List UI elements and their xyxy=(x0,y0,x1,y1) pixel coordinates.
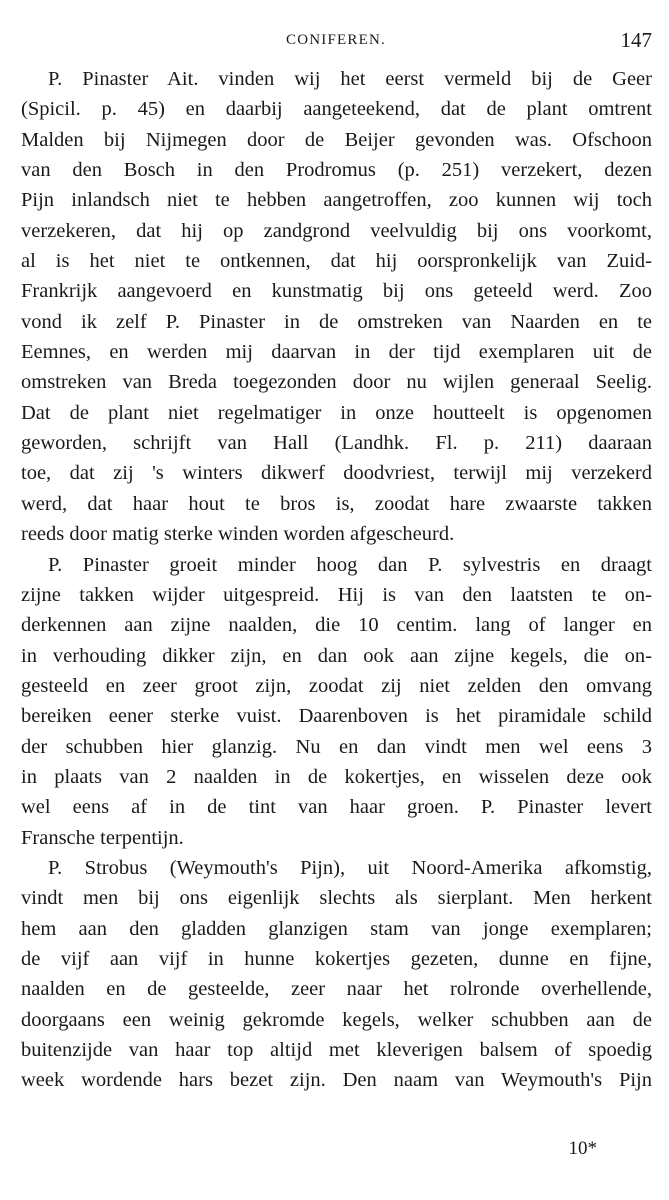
body-text xyxy=(21,64,652,1096)
text-line: doorgaans een weinig gekromde kegels, welker schubben aan de xyxy=(21,1008,652,1031)
text-line: zijne takken wijder uitgespreid. Hij is van den laatsten te on- xyxy=(21,583,652,606)
text-line: toe, dat zij 's winters dikwerf doodvriest, terwijl mij verzekerd xyxy=(21,462,652,485)
text-line: vindt men bij ons eigenlijk slechts als sierplant. Men herkent xyxy=(21,887,652,910)
signature-mark: 10* xyxy=(568,1138,597,1159)
text-line: gesteeld en zeer groot zijn, zoodat zij niet zelden den omvang xyxy=(21,674,652,697)
text-line: Frankrijk aangevoerd en kunstmatig bij ons geteeld werd. Zoo xyxy=(21,280,652,303)
text-line: (Spicil. p. 45) en daarbij aangeteekend, dat de plant omtrent xyxy=(21,98,652,121)
text-line: der schubben hier glanzig. Nu en dan vindt men wel eens 3 xyxy=(21,735,652,758)
text-line: P. Pinaster Ait. vinden wij het eerst vermeld bij de Geer xyxy=(48,68,652,90)
text-line: derkennen aan zijne naalden, die 10 centim. lang of langer en xyxy=(21,614,652,637)
running-head-title: CONIFEREN. xyxy=(286,32,386,48)
text-line: verzekeren, dat hij op zandgrond veelvuldig bij ons voorkomt, xyxy=(21,219,652,242)
text-line: geworden, schrijft van Hall (Landhk. Fl. p. 211) daaraan xyxy=(21,432,652,455)
text-line: Pijn inlandsch niet te hebben aangetroffen, zoo kunnen wij toch xyxy=(21,189,652,212)
text-line: week wordende hars bezet zijn. Den naam van Weymouth's Pijn xyxy=(21,1069,652,1092)
text-line: van den Bosch in den Prodromus (p. 251) verzekert, dezen xyxy=(21,159,652,182)
text-line: Eemnes, en werden mij daarvan in der tijd exemplaren uit de xyxy=(21,341,652,364)
text-line: P. Strobus (Weymouth's Pijn), uit Noord-Amerika afkomstig, xyxy=(48,856,652,879)
running-head xyxy=(20,28,652,56)
text-line: vond ik zelf P. Pinaster in de omstreken van Naarden en te xyxy=(21,310,652,333)
text-line: bereiken eener sterke vuist. Daarenboven is het piramidale schild xyxy=(21,705,652,728)
text-line: naalden en de gesteelde, zeer naar het rolronde overhellende, xyxy=(21,978,652,1001)
text-line: Dat de plant niet regelmatiger in onze houtteelt is opgenomen xyxy=(21,401,652,424)
text-line: in plaats van 2 naalden in de kokertjes, en wisselen deze ook xyxy=(21,765,652,788)
text-line: in verhouding dikker zijn, en dan ook aan zijne kegels, die on- xyxy=(21,644,652,667)
text-line: wel eens af in de tint van haar groen. P. Pinaster levert xyxy=(21,796,652,819)
text-line: de vijf aan vijf in hunne kokertjes gezeten, dunne en fijne, xyxy=(21,947,652,970)
text-line: reeds door matig sterke winden worden afgescheurd. xyxy=(21,523,455,546)
text-line: P. Pinaster groeit minder hoog dan P. sylvestris en draagt xyxy=(48,553,652,576)
text-line: werd, dat haar hout te bros is, zoodat hare zwaarste takken xyxy=(21,492,652,515)
page-number: 147 xyxy=(620,28,652,52)
text-line: Malden bij Nijmegen door de Beijer gevonden was. Ofschoon xyxy=(21,128,652,151)
text-line: omstreken van Breda toegezonden door nu wijlen generaal Seelig. xyxy=(21,371,652,394)
text-line: buitenzijde van haar top altijd met kleverigen balsem of spoedig xyxy=(21,1039,652,1061)
text-line: Fransche terpentijn. xyxy=(21,826,184,849)
text-line: al is het niet te ontkennen, dat hij oorspronkelijk van Zuid- xyxy=(21,250,652,273)
text-line: hem aan den gladden glanzigen stam van jonge exemplaren; xyxy=(21,917,652,940)
